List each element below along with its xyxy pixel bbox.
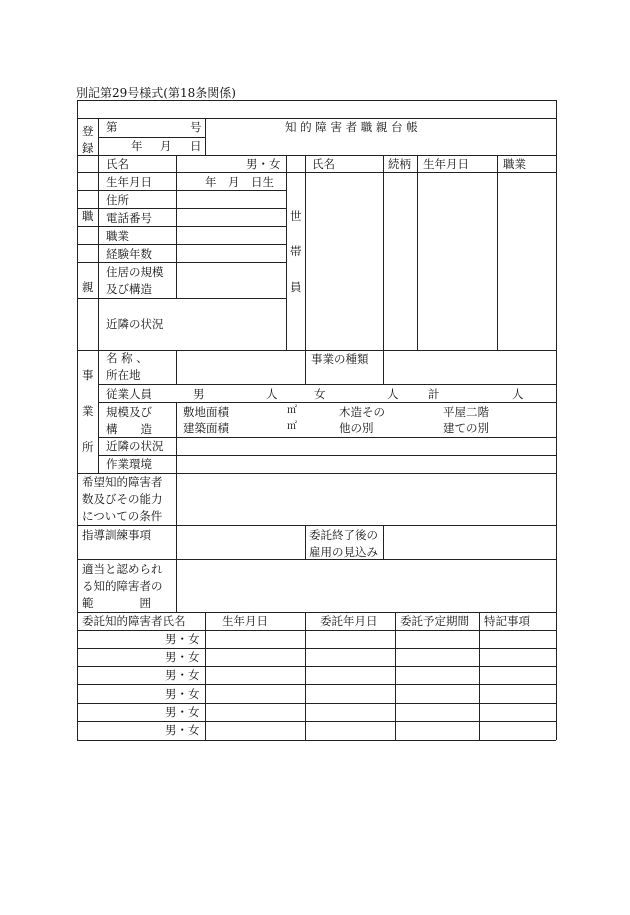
rule-line [77, 525, 556, 526]
rule-line [77, 172, 286, 173]
rule-line [305, 612, 306, 740]
number-suffix: 号 [190, 120, 202, 134]
rule-line [98, 118, 99, 155]
date-day: 日 [190, 139, 202, 153]
entrusted-column-header: 委託知的障害者氏名 [82, 614, 186, 628]
business-wood-label: 他の別 [339, 421, 374, 435]
training-label: 指導訓練事項 [82, 528, 151, 542]
business-staff-person: 人 [512, 387, 524, 401]
entrusted-gender-choice: 男・女 [165, 650, 200, 664]
employer-section-label: 職 [82, 209, 94, 223]
rule-line [305, 155, 306, 350]
rule-line [205, 612, 206, 740]
table-row-rule [77, 648, 556, 649]
business-section-label: 所 [82, 440, 94, 454]
rule-line [176, 350, 177, 384]
rule-line [305, 350, 306, 384]
table-row-rule [77, 684, 556, 685]
rule-line [383, 155, 384, 350]
rule-line [497, 155, 498, 350]
household-column-header: 職業 [503, 157, 526, 171]
rule-line [77, 262, 286, 263]
rule-line [176, 473, 177, 612]
rule-line [286, 172, 556, 173]
business-wood-label: 木造その [339, 405, 385, 419]
outer-left [77, 100, 78, 740]
business-storey-label: 建ての別 [443, 421, 489, 435]
date-year: 年 [131, 139, 143, 153]
suitable-range-label: 適当と認められ [82, 562, 163, 576]
table-row-rule [77, 630, 556, 631]
business-staff-male: 男 [193, 387, 205, 401]
business-section-label: 業 [82, 404, 94, 418]
rule-line [77, 226, 286, 227]
outer-right [556, 100, 557, 740]
rule-line [98, 455, 556, 456]
employment-outlook-label: 委託終了後の [309, 528, 378, 542]
entrusted-gender-choice: 男・女 [165, 632, 200, 646]
business-type-label: 事業の種類 [311, 352, 369, 366]
business-area-unit: ㎡ [287, 405, 297, 416]
household-column-header: 氏名 [312, 157, 335, 171]
business-staff-female: 女 [314, 387, 326, 401]
rule-line [98, 402, 556, 403]
rule-line [176, 437, 177, 473]
suitable-range-label: 範 囲 [82, 596, 151, 610]
rule-line [77, 208, 286, 209]
outer-top [77, 100, 556, 101]
business-scale-label: 規模及び [106, 405, 152, 419]
employer-residence-label: 及び構造 [106, 282, 152, 296]
household-column-header: 生年月日 [423, 157, 469, 171]
employer-experience-label: 経験年数 [106, 247, 152, 261]
date-month: 月 [160, 139, 172, 153]
form-caption: 別記第29号様式(第18条関係) [76, 86, 236, 100]
form-title: 知 的 障 害 者 職 親 台 帳 [285, 120, 418, 134]
business-staff-person: 人 [266, 387, 278, 401]
entrusted-gender-choice: 男・女 [165, 723, 200, 737]
business-name-label: 名 称 、 [106, 351, 148, 365]
business-neighborhood-label: 近隣の状況 [106, 439, 164, 453]
employer-section-label: 親 [82, 280, 94, 294]
suitable-range-label: る知的障害者の [82, 579, 163, 593]
rule-line [176, 155, 177, 298]
entrusted-column-header: 委託予定期間 [400, 614, 469, 628]
rule-line [383, 525, 384, 559]
desired-conditions-label: 希望知的障害者 [82, 475, 163, 489]
rule-line [205, 118, 206, 155]
employer-birthdate-label: 生年月日 [106, 175, 152, 189]
rule-line [479, 612, 480, 740]
entrusted-gender-choice: 男・女 [165, 705, 200, 719]
business-site-area: 敷地面積 [183, 405, 229, 419]
rule-line [98, 155, 99, 350]
entrusted-column-header: 委託年月日 [320, 614, 378, 628]
business-scale-label: 構 造 [106, 422, 152, 436]
rule-line [98, 137, 205, 138]
business-building-area: 建築面積 [183, 421, 229, 435]
entrusted-gender-choice: 男・女 [165, 687, 200, 701]
registration-label: 録 [82, 141, 94, 155]
business-area-unit: ㎡ [287, 421, 297, 432]
table-row-rule [77, 666, 556, 667]
business-section-label: 事 [82, 368, 94, 382]
employer-phone-label: 電話番号 [106, 211, 152, 225]
rule-line [98, 350, 99, 473]
business-staff-label: 従業人員 [106, 387, 152, 401]
rule-line [383, 350, 384, 384]
number-prefix: 第 [106, 120, 118, 134]
business-staff-total: 計 [428, 387, 440, 401]
rule-line [77, 190, 286, 191]
rule-line [77, 244, 286, 245]
employer-residence-label: 住居の規模 [106, 265, 164, 279]
household-column-header: 続柄 [388, 157, 411, 171]
registration-label: 登 [82, 124, 94, 138]
household-section-label: 員 [290, 280, 302, 294]
entrusted-column-header: 生年月日 [222, 614, 268, 628]
employer-gender-choice: 男・女 [246, 157, 281, 171]
employer-name-label: 氏名 [106, 157, 129, 171]
entrusted-gender-choice: 男・女 [165, 668, 200, 682]
business-staff-person: 人 [387, 387, 399, 401]
rule-line [417, 155, 418, 350]
household-section-label: 帯 [290, 244, 302, 258]
rule-line [395, 612, 396, 740]
business-storey-label: 平屋二階 [443, 405, 489, 419]
employer-address-label: 住所 [106, 193, 129, 207]
rule-line [77, 298, 286, 299]
desired-conditions-label: についての条件 [82, 509, 163, 523]
entrusted-column-header: 特記事項 [484, 614, 530, 628]
business-name-label: 所在地 [106, 368, 141, 382]
outer-bottom [77, 740, 556, 741]
employer-occupation-label: 職業 [106, 229, 129, 243]
rule-line [176, 402, 177, 437]
household-section-label: 世 [290, 209, 302, 223]
rule-line [98, 437, 556, 438]
table-row-rule [77, 721, 556, 722]
business-environment-label: 作業環境 [106, 457, 152, 471]
table-row-rule [77, 703, 556, 704]
desired-conditions-label: 数及びその能力 [82, 492, 163, 506]
employer-birthdate-placeholder: 年 月 日生 [205, 175, 274, 189]
employer-neighborhood-label: 近隣の状況 [106, 317, 164, 331]
employment-outlook-label: 雇用の見込み [309, 545, 378, 559]
rule-line [286, 155, 287, 350]
rule-line [305, 525, 306, 559]
rule-line [98, 384, 556, 385]
